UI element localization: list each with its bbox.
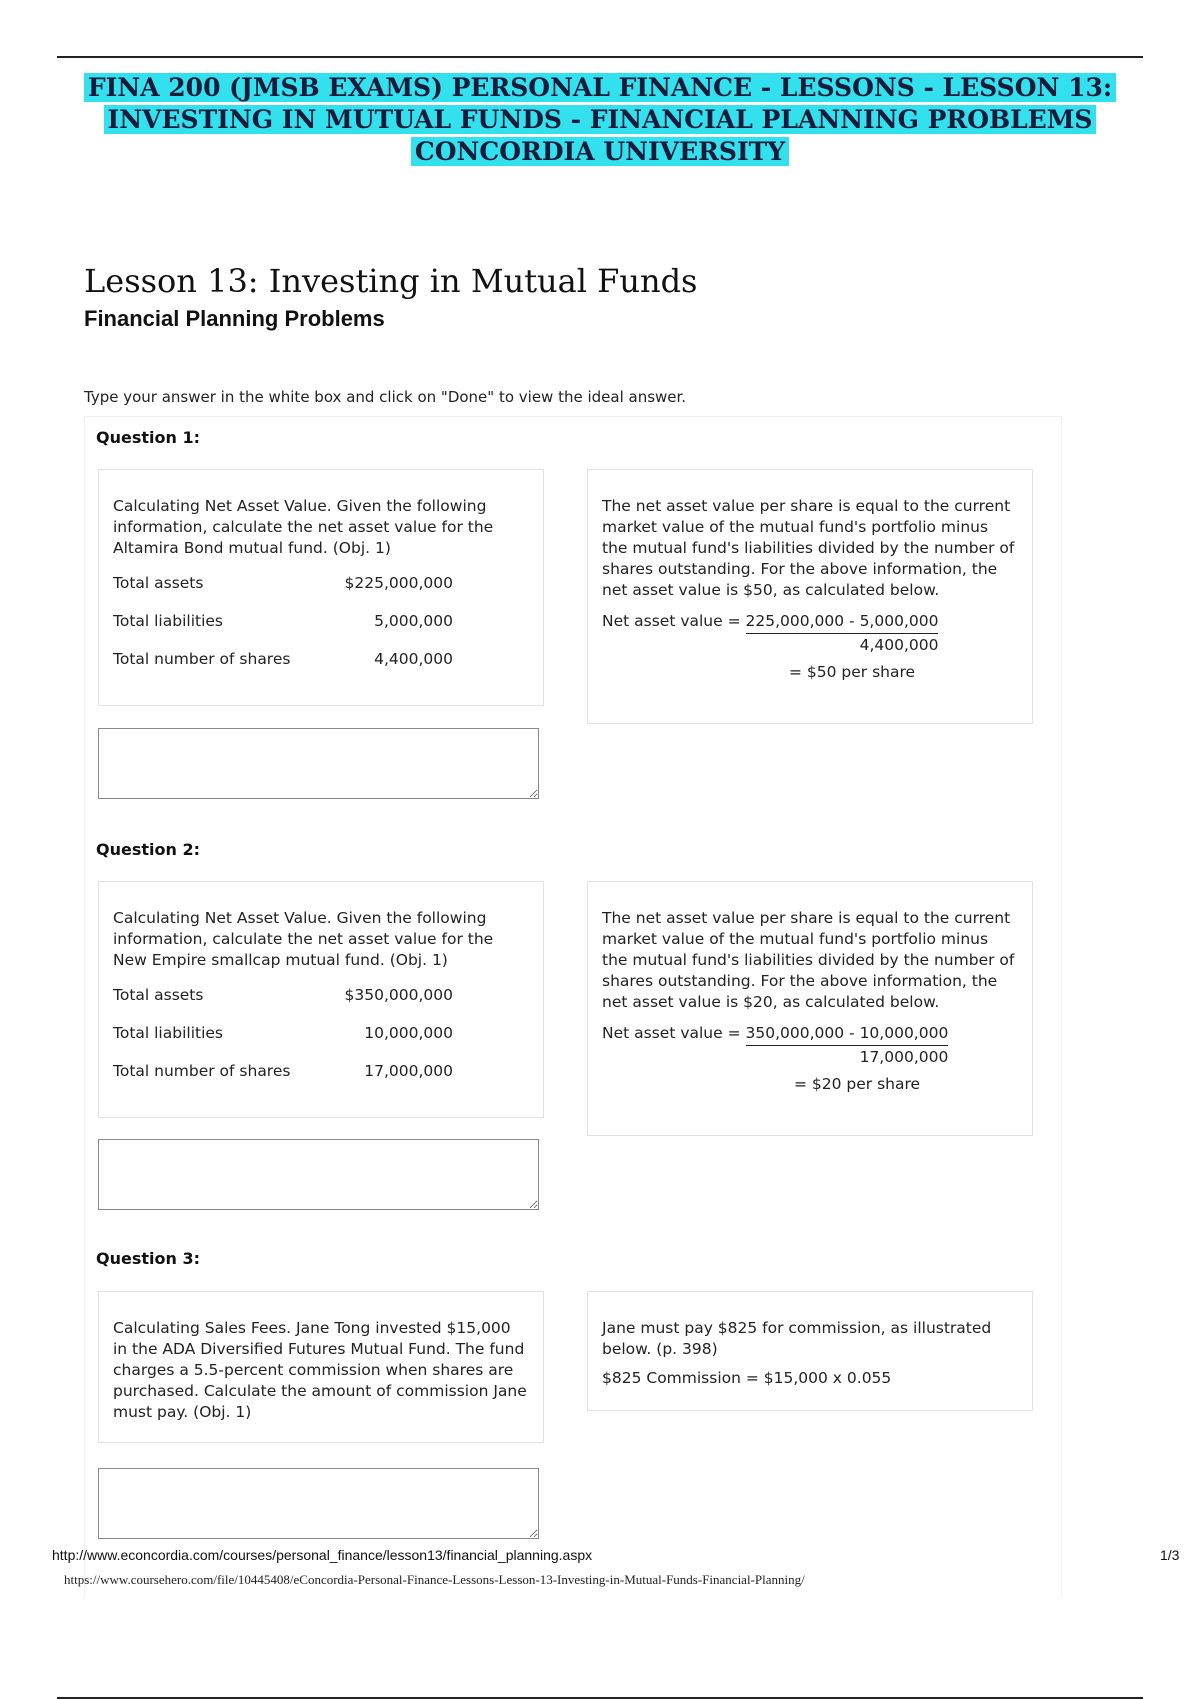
question-1-answer-box (587, 469, 1033, 724)
document-title: FINA 200 (JMSB EXAMS) PERSONAL FINANCE - LESSONS - LESSON 13: INVESTING IN MUTUAL FUNDS - FINANCIAL PLANNING PROBLEMS CONCORDIA UNIVERSITY (60, 72, 1140, 168)
footer-url: http://www.econcordia.com/courses/personal_finance/lesson13/financial_planning.aspx (52, 1547, 593, 1563)
question-2-answer-text: The net asset value per share is equal to the current market value of the mutual fund's portfolio minus the mutual fund's liabilities divided by the number of shares outstanding. For the above information, the net asset value is $20, as calculated below. (602, 909, 1015, 1011)
instruction-text: Type your answer in the white box and click on "Done" to view the ideal answer. (84, 388, 687, 406)
question-1-prompt-box (98, 469, 544, 706)
question-2-result: = $20 per share (794, 1075, 921, 1093)
question-1-formula: Net asset value = $\frac{225,000,000 - 5,000,000}{4,400,000}$ (602, 612, 939, 654)
question-3-answer-box (587, 1291, 1033, 1411)
question-2-data-table (113, 985, 529, 1099)
question-2-formula: Net asset value = $\frac{350,000,000 - 10,000,000}{17,000,000}$ (602, 1024, 949, 1066)
table-row: Total liabilities 10,000,000 (113, 1024, 453, 1042)
bottom-rule (57, 1697, 1143, 1699)
question-2-prompt: Calculating Net Asset Value. Given the following information, calculate the net asset value for the New Empire smallcap mutual fund. (Obj. 1) (113, 909, 494, 969)
question-3-prompt: Calculating Sales Fees. Jane Tong invested $15,000 in the ADA Diversified Futures Mutual Fund. The fund charges a 5.5-percent commission when shares are purchased. Calculate the amount of commission Jane must pay. (Obj. 1) (113, 1319, 527, 1421)
question-3-answer-line: $825 Commission = $15,000 x 0.055 (602, 1369, 892, 1387)
question-2-answer-input[interactable] (98, 1139, 539, 1210)
fraction: $\frac{225,000,000 - 5,000,000}{4,400,000}$ (745, 612, 939, 654)
question-1-answer-input[interactable] (98, 728, 539, 799)
fraction: $\frac{350,000,000 - 10,000,000}{17,000,000}$ (745, 1024, 949, 1066)
table-row: Total assets $350,000,000 (113, 986, 453, 1004)
page-number: 1/3 (1160, 1547, 1180, 1563)
lesson-subtitle: Financial Planning Problems (84, 306, 385, 331)
table-row: Total liabilities 5,000,000 (113, 612, 453, 630)
question-2-answer-box (587, 881, 1033, 1136)
question-2-label: Question 2: (96, 840, 200, 859)
top-rule (57, 56, 1143, 58)
question-1-result: = $50 per share (789, 663, 916, 681)
table-row: Total number of shares 17,000,000 (113, 1062, 453, 1080)
lesson-title: Lesson 13: Investing in Mutual Funds (84, 262, 698, 300)
question-1-prompt: Calculating Net Asset Value. Given the following information, calculate the net asset value for the Altamira Bond mutual fund. (Obj. 1) (113, 497, 494, 557)
question-1-label: Question 1: (96, 428, 200, 447)
question-3-label: Question 3: (96, 1249, 200, 1268)
question-1-answer-text: The net asset value per share is equal to the current market value of the mutual fund's portfolio minus the mutual fund's liabilities divided by the number of shares outstanding. For the above information, the net asset value is $50, as calculated below. (602, 497, 1015, 599)
table-row: Total assets $225,000,000 (113, 574, 453, 592)
question-3-prompt-box (98, 1291, 544, 1443)
question-2-prompt-box (98, 881, 544, 1118)
source-url: https://www.coursehero.com/file/10445408/eConcordia-Personal-Finance-Lessons-Lesson-13-Investing-in-Mutual-Funds-Financial-Planning/ (64, 1572, 805, 1587)
question-3-answer-text: Jane must pay $825 for commission, as illustrated below. (p. 398) (602, 1319, 992, 1358)
question-1-data-table (113, 573, 529, 687)
question-3-answer-input[interactable] (98, 1468, 539, 1539)
table-row: Total number of shares 4,400,000 (113, 650, 453, 668)
